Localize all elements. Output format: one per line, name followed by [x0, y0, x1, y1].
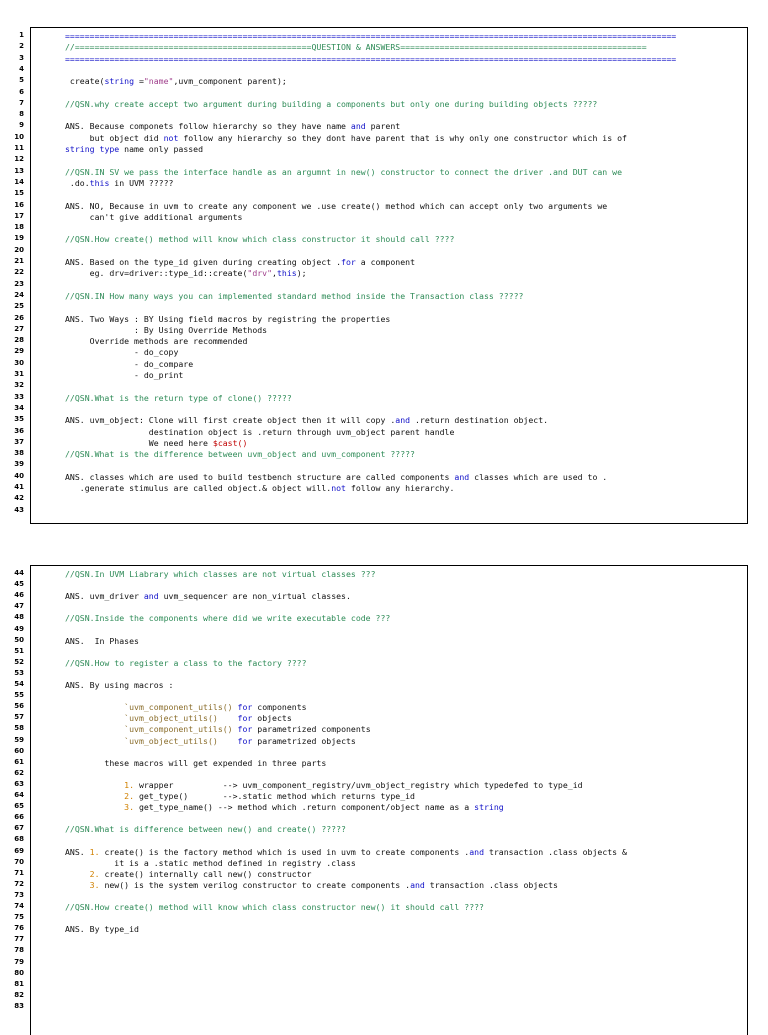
code-line: `uvm_object_utils() for parametrized objects — [124, 735, 356, 746]
code-line: - do_print — [65, 370, 184, 380]
line-number: 72 — [14, 879, 24, 888]
code-line: ANS. Based on the type_id given during creating object .for a component — [65, 257, 415, 267]
line-number: 16 — [14, 200, 24, 209]
line-number: 74 — [14, 902, 24, 910]
code-line: //QSN.What is the return type of clone() ????? — [65, 392, 292, 403]
document-page-2 — [0, 565, 768, 1024]
line-number: 83 — [14, 1001, 24, 1010]
line-number: 76 — [14, 924, 24, 933]
line-number: 18 — [14, 223, 24, 232]
line-number: 69 — [14, 846, 24, 855]
line-number: 40 — [14, 471, 24, 480]
code-line: create(string ="name",uvm_component parent); — [65, 76, 287, 87]
line-number: 20 — [14, 245, 24, 254]
code-line: 3. get_type_name() --> method which .return component/object name as a string — [124, 802, 504, 813]
line-number: 27 — [14, 324, 24, 333]
line-number: 57 — [14, 713, 24, 722]
code-line: .generate stimulus are called object.& object will.not follow any hierarchy. — [65, 483, 455, 493]
code-line: - do_compare — [65, 358, 194, 369]
line-number: 15 — [14, 189, 24, 198]
code-line: //QSN.Inside the components where did we write executable code ??? — [65, 613, 391, 624]
code-line: : By Using Override Methods — [65, 324, 268, 335]
document-page-1 — [0, 27, 768, 524]
line-number: 28 — [14, 336, 24, 345]
code-line: ANS. 1. create() is the factory method which is used in uvm to create components .and transaction .class objects & — [65, 846, 627, 857]
code-box — [30, 27, 748, 524]
line-number: 14 — [14, 177, 24, 186]
line-number: 23 — [14, 279, 24, 288]
code-line: ANS. NO, Because in uvm to create any component we .use create() method which can accept only two arguments we — [65, 200, 608, 211]
line-number: 39 — [14, 460, 24, 469]
line-number: 17 — [14, 211, 24, 220]
line-number: 21 — [14, 257, 24, 265]
code-line: but object did not follow any hierarchy so they dont have parent that is why only one constructor which is of — [65, 132, 627, 143]
line-number: 11 — [14, 144, 24, 152]
line-number: 80 — [14, 968, 24, 977]
line-number: 47 — [14, 602, 24, 611]
line-number: 43 — [14, 505, 24, 514]
line-number: 53 — [14, 668, 24, 677]
code-line: ANS. classes which are used to build testbench structure are called components and classes which are used to . — [65, 471, 608, 482]
code-line: //QSN.IN How many ways you can implemented standard method inside the Transaction class ????? — [65, 290, 524, 301]
line-number: 58 — [14, 724, 24, 733]
line-number: 25 — [14, 302, 24, 311]
code-line: ============================================================================================================================ — [65, 31, 677, 41]
line-number: 34 — [14, 403, 24, 412]
code-line: string type name only passed — [65, 144, 204, 154]
line-number: 44 — [14, 569, 24, 577]
code-line: ============================================================================================================================ — [65, 53, 677, 64]
line-number: 12 — [14, 155, 24, 164]
code-line: We need here $cast() — [65, 437, 248, 448]
code-line: ANS. By using macros : — [65, 680, 174, 690]
line-number: 46 — [14, 591, 24, 600]
code-line: .do.this in UVM ????? — [65, 177, 174, 188]
line-number: 54 — [14, 680, 24, 688]
code-line: ANS. In Phases — [65, 635, 139, 646]
line-number: 37 — [14, 437, 24, 446]
code-line: //QSN.How create() method will know which class constructor new() it should call ???? — [65, 902, 484, 912]
line-number: 8 — [19, 110, 24, 119]
line-number: 1 — [19, 31, 24, 39]
line-number: 77 — [14, 935, 24, 944]
code-line: 2. create() internally call new() constructor — [89, 868, 312, 879]
code-line: //QSN.In UVM Liabrary which classes are not virtual classes ??? — [65, 569, 376, 579]
line-number: 65 — [14, 802, 24, 811]
line-number: 4 — [19, 64, 24, 73]
line-number: 70 — [14, 857, 24, 866]
line-number: 67 — [14, 824, 24, 833]
line-number: 55 — [14, 691, 24, 700]
code-line: ANS. Because componets follow hierarchy so they have name and parent — [65, 121, 401, 132]
code-line: //QSN.What is the difference between uvm_object and uvm_component ????? — [65, 449, 415, 460]
code-box — [30, 565, 748, 1035]
code-line: Override methods are recommended — [65, 336, 248, 347]
line-number: 2 — [19, 42, 24, 51]
code-line: ANS. By type_id — [65, 924, 139, 935]
code-line: //QSN.why create accept two argument during building a components but only one during building objects ????? — [65, 98, 598, 109]
line-number: 62 — [14, 768, 24, 777]
line-number: 45 — [14, 580, 24, 589]
line-number: 71 — [14, 868, 24, 877]
line-number: 78 — [14, 946, 24, 955]
line-number: 79 — [14, 957, 24, 966]
code-line: 2. get_type() -->.static method which returns type_id — [124, 791, 415, 801]
line-number: 49 — [14, 624, 24, 633]
line-number: 6 — [19, 87, 24, 96]
code-line: can't give additional arguments — [65, 211, 243, 222]
line-number: 22 — [14, 268, 24, 277]
line-number: 24 — [14, 290, 24, 299]
line-number: 52 — [14, 657, 24, 666]
line-number: 82 — [14, 990, 24, 999]
line-number: 56 — [14, 702, 24, 711]
line-number: 5 — [19, 76, 24, 85]
code-line: //QSN.How create() method will know which class constructor it should call ???? — [65, 234, 455, 245]
line-number: 31 — [14, 370, 24, 378]
code-line: `uvm_object_utils() for objects — [124, 713, 292, 724]
line-number: 26 — [14, 313, 24, 322]
line-number: 50 — [14, 635, 24, 644]
line-number: 30 — [14, 358, 24, 367]
code-line: `uvm_component_utils() for parametrized components — [124, 724, 371, 735]
line-number: 51 — [14, 646, 24, 655]
code-line: destination object is .return through uvm_object parent handle — [65, 426, 455, 437]
line-number: 42 — [14, 494, 24, 503]
line-number: 19 — [14, 234, 24, 243]
line-number: 29 — [14, 347, 24, 356]
line-number: 61 — [14, 757, 24, 766]
line-number: 68 — [14, 835, 24, 844]
line-number: 32 — [14, 381, 24, 390]
code-line: ANS. uvm_object: Clone will first create object then it will copy .and .return destination object. — [65, 415, 549, 426]
line-number: 10 — [14, 132, 24, 141]
line-number: 64 — [14, 791, 24, 799]
code-line: //QSN.What is difference between new() and create() ????? — [65, 824, 346, 835]
code-line: //QSN.How to register a class to the factory ???? — [65, 657, 307, 668]
line-number: 36 — [14, 426, 24, 435]
code-line: `uvm_component_utils() for components — [124, 702, 307, 713]
line-number: 73 — [14, 890, 24, 899]
code-line: ANS. Two Ways : BY Using field macros by registring the properties — [65, 313, 391, 324]
code-line: //================================================QUESTION & ANSWERS================================================== — [65, 42, 647, 53]
line-number: 41 — [14, 483, 24, 491]
line-number: 3 — [19, 53, 24, 62]
line-number: 13 — [14, 166, 24, 175]
line-number: 75 — [14, 913, 24, 922]
line-number: 38 — [14, 449, 24, 458]
code-line: 1. wrapper --> uvm_component_registry/uvm_object_registry which typedefed to type_id — [124, 779, 583, 790]
line-number: 9 — [19, 121, 24, 130]
line-number: 63 — [14, 779, 24, 788]
line-number: 59 — [14, 735, 24, 744]
line-number: 33 — [14, 392, 24, 401]
line-number: 81 — [14, 979, 24, 988]
code-line: these macros will get expended in three parts — [65, 757, 327, 768]
code-line: eg. drv=driver::type_id::create("drv",this); — [65, 268, 307, 279]
code-line: it is a .static method defined in registry .class — [65, 857, 356, 868]
line-number: 66 — [14, 813, 24, 822]
code-line: - do_copy — [65, 347, 179, 358]
code-line: ANS. uvm_driver and uvm_sequencer are non_virtual classes. — [65, 591, 351, 602]
line-number: 48 — [14, 613, 24, 622]
code-line: 3. new() is the system verilog constructor to create components .and transaction .class objects — [89, 879, 558, 890]
code-line: //QSN.IN SV we pass the interface handle as an argumnt in new() constructor to connect the driver .and DUT can we — [65, 166, 623, 177]
line-number: 7 — [19, 98, 24, 107]
line-number: 35 — [14, 415, 24, 424]
line-number: 60 — [14, 746, 24, 755]
